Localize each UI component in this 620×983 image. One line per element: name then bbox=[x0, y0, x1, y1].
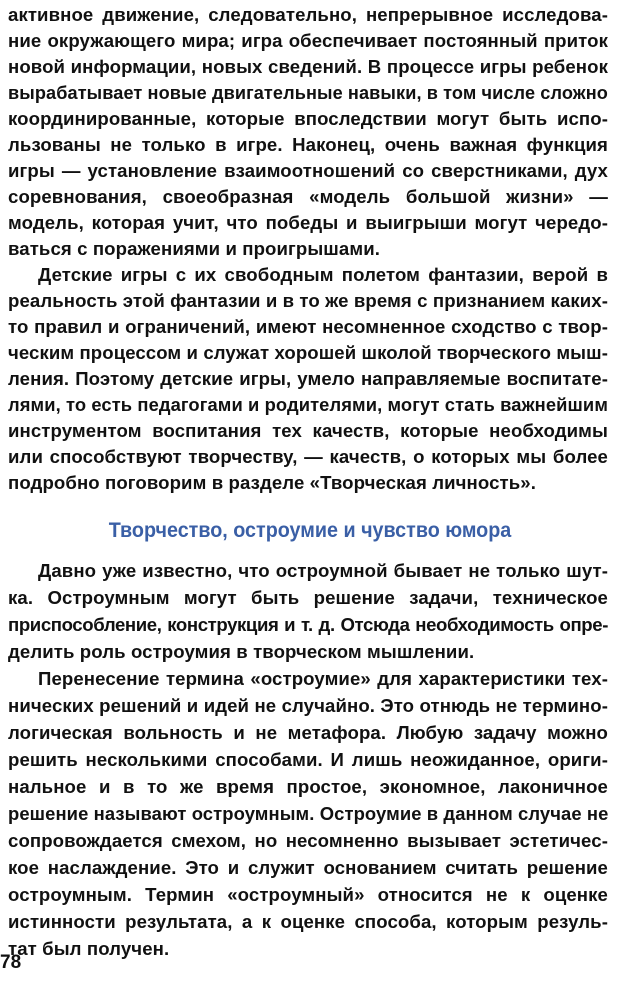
text-line: нальное и в то же время простое, экономное, лаконичное bbox=[8, 776, 608, 797]
text-line: инструментом воспитания тех качеств, которые необходимы bbox=[8, 420, 608, 441]
text-line: решение называют остроумным. Остроумие в данном случае не bbox=[8, 803, 609, 824]
text-line: льзованы не только в игре. Наконец, очень важная функция bbox=[8, 134, 608, 155]
text-line: или способствуют творчеству, — качеств, о которых мы более bbox=[8, 446, 608, 467]
text-line: приспособление, конструкция и т. д. Отсюда необходимость опре- bbox=[8, 614, 608, 635]
text-line: координированные, которые впоследствии могут быть испо- bbox=[8, 108, 608, 129]
text-line: игры — установление взаимоотношений со сверстниками, дух bbox=[8, 160, 608, 181]
text-line: кое наслаждение. Это и служит основанием считать решение bbox=[8, 857, 608, 878]
text-line: Детские игры с их свободным полетом фантазии, верой в bbox=[38, 264, 608, 285]
text-line: модель, которая учит, что победы и выигрыши могут чередо- bbox=[8, 212, 608, 233]
text-line: ка. Остроумным могут быть решение задачи, техническое bbox=[8, 587, 608, 608]
text-line: нических решений и идей не случайно. Это отнюдь не термино- bbox=[8, 695, 608, 716]
text-line: Перенесение термина «остроумие» для характеристики тех- bbox=[38, 668, 608, 689]
page-number: 78 bbox=[0, 952, 22, 973]
text-line: ние окружающего мира; игра обеспечивает постоянный приток bbox=[8, 30, 608, 51]
text-line: вырабатывает новые двигательные навыки, в том числе сложно bbox=[8, 82, 608, 103]
text-line: Давно уже известно, что остроумной бывает не только шут- bbox=[38, 560, 608, 581]
section-heading: Творчество, остроумие и чувство юмора bbox=[108, 519, 512, 542]
text-line: ления. Поэтому детские игры, умело направляемые воспитате- bbox=[8, 368, 608, 389]
text-line: истинности результата, а к оценке способа, которым резуль- bbox=[8, 911, 608, 932]
text-line: соревнования, своеобразная «модель большой жизни» — bbox=[8, 186, 608, 207]
text-line: активное движение, следовательно, непрерывное исследова- bbox=[8, 4, 608, 25]
text-line: ческим процессом и служат хорошей школой творческого мыш- bbox=[8, 342, 608, 363]
text-line: лями, то есть педагогами и родителями, могут стать важнейшим bbox=[8, 394, 608, 415]
text-line: остроумным. Термин «остроумный» относится не к оценке bbox=[8, 884, 608, 905]
text-line: то правил и ограничений, имеют несомненное сходство с твор- bbox=[8, 316, 608, 337]
text-line: тат был получен. bbox=[8, 938, 170, 959]
text-line: сопровождается смехом, но несомненно вызывает эстетичес- bbox=[8, 830, 608, 851]
text-line: делить роль остроумия в творческом мышлении. bbox=[8, 641, 475, 662]
text-line: ваться с поражениями и проигрышами. bbox=[8, 238, 380, 259]
text-line: реальность этой фантазии и в то же время с признанием каких- bbox=[8, 290, 608, 311]
text-line: решить несколькими способами. И лишь неожиданное, ориги- bbox=[8, 749, 608, 770]
text-line: подробно поговорим в разделе «Творческая личность». bbox=[8, 472, 536, 493]
text-line: логическая вольность и не метафора. Любую задачу можно bbox=[8, 722, 608, 743]
text-line: новой информации, новых сведений. В процессе игры ребенок bbox=[8, 56, 608, 77]
